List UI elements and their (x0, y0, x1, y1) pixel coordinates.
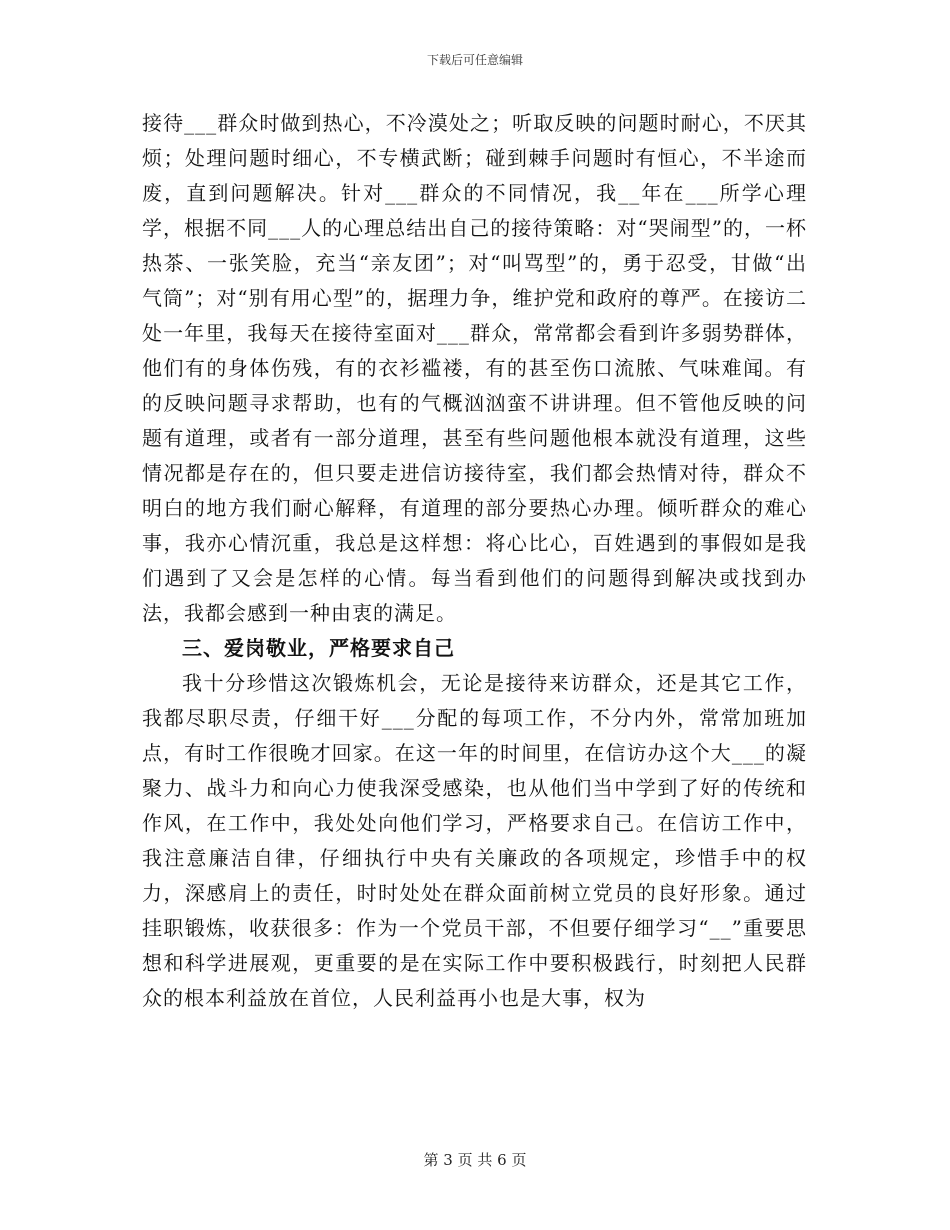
body-paragraph-reception: 接待___群众时做到热心，不冷漠处之；听取反映的问题时耐心，不厌其烦；处理问题时细心，不专横武断；碰到棘手问题时有恒心，不半途而废，直到问题解决。针对___群众的不同情况，我__年在___所学心理学，根据不同___人的心理总结出自己的接待策略：对“哭闹型”的，一杯热茶、一张笑脸，充当“亲友团”；对“叫骂型”的，勇于忍受，甘做“出气筒”；对“别有用心型”的，据理力争，维护党和政府的尊严。在接访二处一年里，我每天在接待室面对___群众，常常都会看到许多弱势群体，他们有的身体伤残，有的衣衫褴褛，有的甚至伤口流脓、气味难闻。有的反映问题寻求帮助，也有的气概汹汹蛮不讲讲理。但不管他反映的问题有道理，或者有一部分道理，甚至有些问题他根本就没有道理，这些情况都是存在的，但只要走进信访接待室，我们都会热情对待，群众不明白的地方我们耐心解释，有道理的部分要热心办理。倾听群众的难心事，我亦心情沉重，我总是这样想：将心比心，百姓遇到的事假如是我们遇到了又会是怎样的心情。每当看到他们的问题得到解决或找到办法，我都会感到一种由衷的满足。 (142, 111, 807, 625)
body-paragraph-dedication: 我十分珍惜这次锻炼机会，无论是接待来访群众，还是其它工作，我都尽职尽责，仔细干好___分配的每项工作，不分内外，常常加班加点，有时工作很晚才回家。在这一年的时间里，在信访办这个大___的凝聚力、战斗力和向心力使我深受感染，也从他们当中学到了好的传统和作风，在工作中，我处处向他们学习，严格要求自己。在信访工作中，我注意廉洁自律，仔细执行中央有关廉政的各项规定，珍惜手中的权力，深感肩上的责任，时时处处在群众面前树立党员的良好形象。通过挂职锻炼，收获很多：作为一个党员干部，不但要仔细学习“__”重要思想和科学进展观，更重要的是在实际工作中要积极践行，时刻把人民群众的根本利益放在首位，人民利益再小也是大事，权为 (142, 671, 807, 1010)
document-body (142, 106, 807, 1016)
section-heading-3: 三、爱岗敬业，严格要求自己 (182, 636, 455, 660)
page-number: 第 3 页 共 6 页 (423, 1151, 527, 1169)
page-header: 下载后可任意编辑 (426, 53, 523, 67)
